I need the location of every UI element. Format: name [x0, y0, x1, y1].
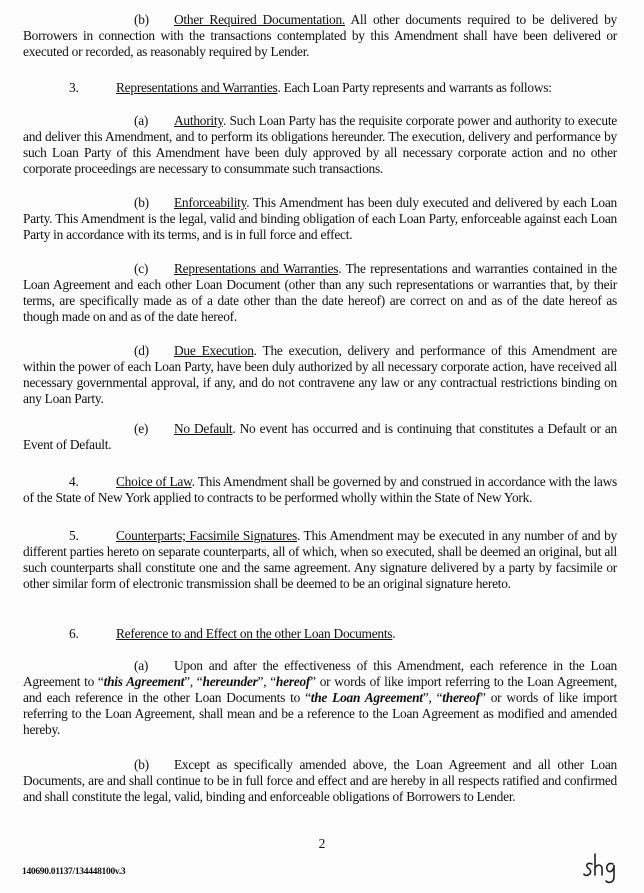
section-text: . No event has occurred and is continuing that constitutes a Default or an Event of Default.: [23, 421, 617, 452]
section-text: . This Amendment has been duly executed and delivered by each Loan Party. This Amendment is the legal, valid and binding obligation of each Loan Party, enforceable against each Loan Party in accordance with its terms, and is in full force and effect.: [23, 195, 617, 242]
section-heading: Other Required Documentation.: [174, 12, 346, 27]
document-id: 140690.01137/134448100v.3: [22, 867, 126, 877]
section-6a: [23, 658, 617, 738]
section-3d: [23, 343, 617, 407]
section-heading: Representations and Warranties: [174, 261, 339, 276]
defined-term: thereof: [442, 690, 480, 705]
section-text: . The execution, delivery and performance of this Amendment are within the power of each Loan Party, have been duly authorized by all necessary corporate action, have received all necessary governmental approval, if any, and do not contravene any law or any contractual restrictions binding on any Loan Party.: [23, 343, 617, 406]
defined-term: hereunder: [202, 674, 258, 689]
section-label: (a): [134, 113, 149, 128]
section-text: ”, “: [422, 690, 443, 705]
section-label: 5.: [69, 528, 79, 543]
section-heading: Authority: [174, 113, 223, 128]
section-text: . Such Loan Party has the requisite corporate power and authority to execute and deliver this Amendment, and to perform its obligations hereunder. The execution, delivery and performance by such Loan Party of this Amendment have been duly approved by all necessary corporate action and no other corporate proceedings are necessary to consummate such transactions.: [23, 113, 617, 176]
section-label: (a): [134, 658, 149, 673]
section-text: Except as specifically amended above, the Loan Agreement and all other Loan Documents, are and shall continue to be in full force and effect and are hereby in all respects ratified and confirmed and shall constitute the legal, valid, binding and enforceable obligations of Borrowers to Lender.: [23, 757, 617, 804]
section-label: (d): [134, 343, 149, 358]
section-5: [23, 528, 617, 592]
section-3b: [23, 195, 617, 243]
section-heading: Counterparts; Facsimile Signatures: [116, 528, 297, 543]
section-heading: Representations and Warranties: [116, 80, 278, 95]
section-text: . The representations and warranties contained in the Loan Agreement and each other Loan Document (other than any such representations or warranties that, by their terms, are specifically made as of a date other than the date hereof) are correct on and as of the date hereof as though made on and as of the date hereof.: [23, 261, 618, 324]
section-label: 6.: [69, 626, 79, 641]
section-label: (b): [134, 12, 149, 27]
section-heading: Choice of Law: [116, 474, 192, 489]
section-text: . This Amendment shall be governed by and construed in accordance with the laws of the State of New York applied to contracts to be performed wholly within the State of New York.: [23, 474, 617, 505]
section-heading: Reference to and Effect on the other Loan Documents: [116, 626, 393, 641]
section-text: ”, “: [184, 674, 203, 689]
section-text: Upon and after the effectiveness of this Amendment, each reference in the Loan Agreement to “: [23, 658, 617, 689]
section-2b: [23, 12, 617, 60]
section-3a: [23, 113, 617, 177]
section-text: .: [392, 626, 396, 641]
page-number: 2: [318, 836, 326, 851]
section-label: 3.: [69, 80, 79, 95]
section-text: . This Amendment may be executed in any number of and by different parties hereto on separate counterparts, all of which, when so executed, shall be deemed an original, but all such counterparts shall constitute one and the same agreement. Any signature delivered by a party by facsimile or other similar form of electronic transmission shall be deemed to be an original signature hereto.: [23, 528, 617, 591]
defined-term: hereof: [275, 674, 311, 689]
section-text: ” or words of like import referring to the Loan Agreement, shall mean and be a reference to the Loan Agreement as modified and amended hereby.: [23, 690, 617, 737]
section-label: 4.: [69, 474, 79, 489]
section-text: ”, “: [257, 674, 276, 689]
handwritten-initials-signature: [583, 851, 627, 885]
section-6: [23, 626, 617, 642]
section-6b: [23, 757, 617, 805]
defined-term: the Loan Agreement: [310, 690, 423, 705]
section-label: (b): [134, 195, 149, 210]
section-text: All other documents required to be delivered by Borrowers in connection with the transactions contemplated by this Amendment shall have been delivered or executed or recorded, as reasonably required by Lender.: [23, 12, 617, 59]
section-label: (b): [134, 757, 149, 772]
section-text: ” or words of like import referring to the Loan Agreement, and each reference in the other Loan Documents to “: [23, 674, 617, 705]
section-3: [23, 80, 617, 96]
section-heading: Enforceability: [174, 195, 247, 210]
defined-term: this Agreement: [103, 674, 185, 689]
section-heading: No Default: [174, 421, 233, 436]
section-label: (e): [134, 421, 149, 436]
section-label: (c): [134, 261, 149, 276]
section-heading: Due Execution: [174, 343, 254, 358]
section-text: . Each Loan Party represents and warrants as follows:: [277, 80, 552, 95]
section-3c: [23, 261, 617, 325]
section-4: [23, 474, 617, 506]
section-3e: [23, 421, 617, 453]
